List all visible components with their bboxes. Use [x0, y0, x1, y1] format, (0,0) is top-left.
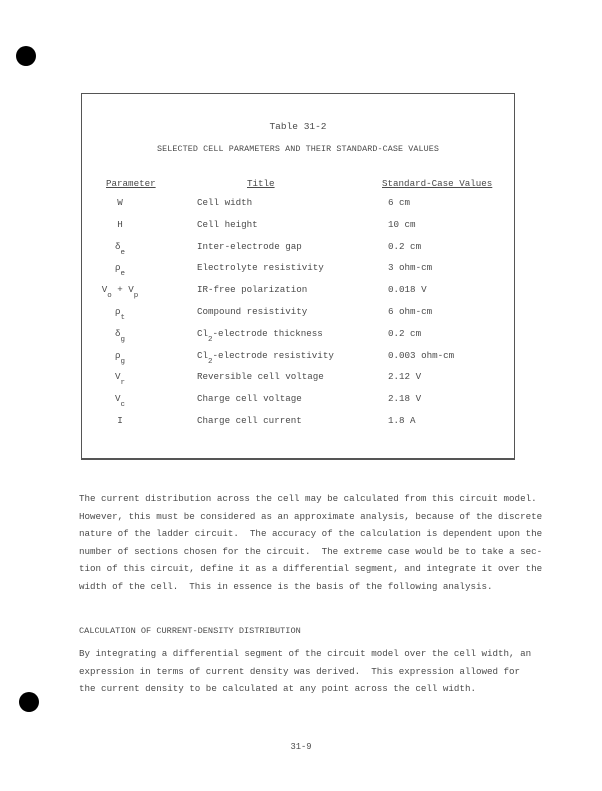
parameter-value: 3 ohm-cm [388, 262, 433, 274]
parameter-title: $Cl_2$-electrode resistivity [197, 349, 334, 366]
parameter-title: Reversible cell voltage [197, 371, 324, 383]
table-row [82, 197, 514, 219]
symbol-subscript: r [120, 379, 126, 388]
parameter-title: Charge cell current [197, 415, 302, 426]
parameter-symbol: $\rho_t$ [114, 306, 126, 322]
parameter-symbol: $\rho_e$ [114, 262, 126, 279]
table-row [82, 306, 514, 328]
symbol-subscript: p [133, 292, 139, 301]
parameter-title: Inter-electrode gap [197, 240, 302, 252]
parameter-value: 6 ohm-cm [388, 306, 433, 317]
section-heading: CALCULATION OF CURRENT-DENSITY DISTRIBUTION [79, 626, 301, 636]
binder-hole-bottom [19, 692, 39, 712]
page-number: 31-9 [290, 742, 312, 752]
table-row [82, 415, 514, 437]
parameter-value: 2.18 V [388, 393, 422, 405]
text-line: tion of this circuit, define it as a differential segment, and integrate it over the [79, 563, 543, 574]
parameter-symbol: $V_o + V_p$ [101, 284, 139, 301]
text-line: The current distribution across the cell may be calculated from this circuit model. [79, 493, 537, 504]
symbol-subscript: g [120, 357, 126, 366]
table-row [82, 350, 514, 372]
parameter-title: $Cl_2$-electrode thickness [197, 327, 323, 344]
parameter-symbol: $\rho_g$ [114, 349, 126, 366]
parameter-value: 0.003 ohm-cm [388, 349, 455, 361]
parameter-symbol: $\delta_g$ [114, 327, 126, 344]
text-line: nature of the ladder circuit. The accuracy of the calculation is dependent upon the [79, 528, 543, 539]
parameter-title: Compound resistivity [197, 306, 308, 317]
paragraph-integration [79, 645, 539, 698]
paragraph-current-distribution [79, 490, 543, 595]
symbol-subscript: c [120, 401, 126, 410]
text-line: width of the cell. This in essence is the basis of the following analysis. [79, 580, 493, 592]
table-number: Table 31-2 [269, 121, 327, 132]
parameter-value: 2.12 V [388, 371, 422, 383]
parameter-symbol: $V_c$ [114, 393, 126, 410]
parameter-table [81, 93, 515, 460]
parameter-title: Charge cell voltage [197, 393, 302, 405]
title-subscript: 2 [208, 357, 213, 366]
table-row [82, 262, 514, 284]
parameter-value: 10 cm [388, 218, 416, 230]
header-parameter: Parameter [106, 178, 156, 189]
title-subscript: 2 [208, 335, 213, 344]
header-value: Standard-Case Values [382, 178, 493, 189]
parameter-value: 0.2 cm [388, 327, 422, 339]
table-row [82, 219, 514, 241]
parameter-symbol: W [117, 197, 123, 208]
parameter-title: IR-free polarization [197, 284, 308, 296]
parameter-title: Cell width [197, 197, 253, 208]
symbol-subscript: g [120, 335, 126, 344]
text-line: By integrating a differential segment of the circuit model over the cell width, an [79, 648, 532, 659]
symbol-subscript: t [120, 314, 126, 322]
parameter-symbol: $\delta_e$ [114, 240, 126, 257]
parameter-value: 0.2 cm [388, 240, 422, 252]
parameter-title: Cell height [197, 218, 258, 230]
text-line: number of sections chosen for the circuit. The extreme case would be to take a sec- [79, 545, 543, 557]
table-row [82, 241, 514, 263]
table-row [82, 393, 514, 415]
parameter-title: Electrolyte resistivity [197, 262, 324, 274]
symbol-subscript: o [107, 292, 112, 301]
table-row [82, 328, 514, 350]
parameter-symbol: $V_r$ [114, 371, 126, 388]
parameter-symbol: I [117, 415, 123, 426]
symbol-subscript: e [120, 270, 126, 279]
parameter-value: 0.018 V [388, 284, 427, 296]
header-title: Title [247, 178, 275, 189]
table-title: SELECTED CELL PARAMETERS AND THEIR STANDARD-CASE VALUES [157, 144, 439, 154]
table-row [82, 371, 514, 393]
table-row [82, 284, 514, 306]
symbol-subscript: e [120, 248, 126, 257]
parameter-symbol: H [117, 218, 123, 230]
text-line: However, this must be considered as an approximate analysis, because of the discrete [79, 510, 543, 522]
text-line: expression in terms of current density was derived. This expression allowed for [79, 665, 521, 677]
binder-hole-top [16, 46, 36, 66]
parameter-value: 6 cm [388, 197, 411, 208]
text-line: the current density to be calculated at any point across the cell width. [79, 683, 476, 694]
parameter-value: 1.8 A [388, 415, 416, 426]
